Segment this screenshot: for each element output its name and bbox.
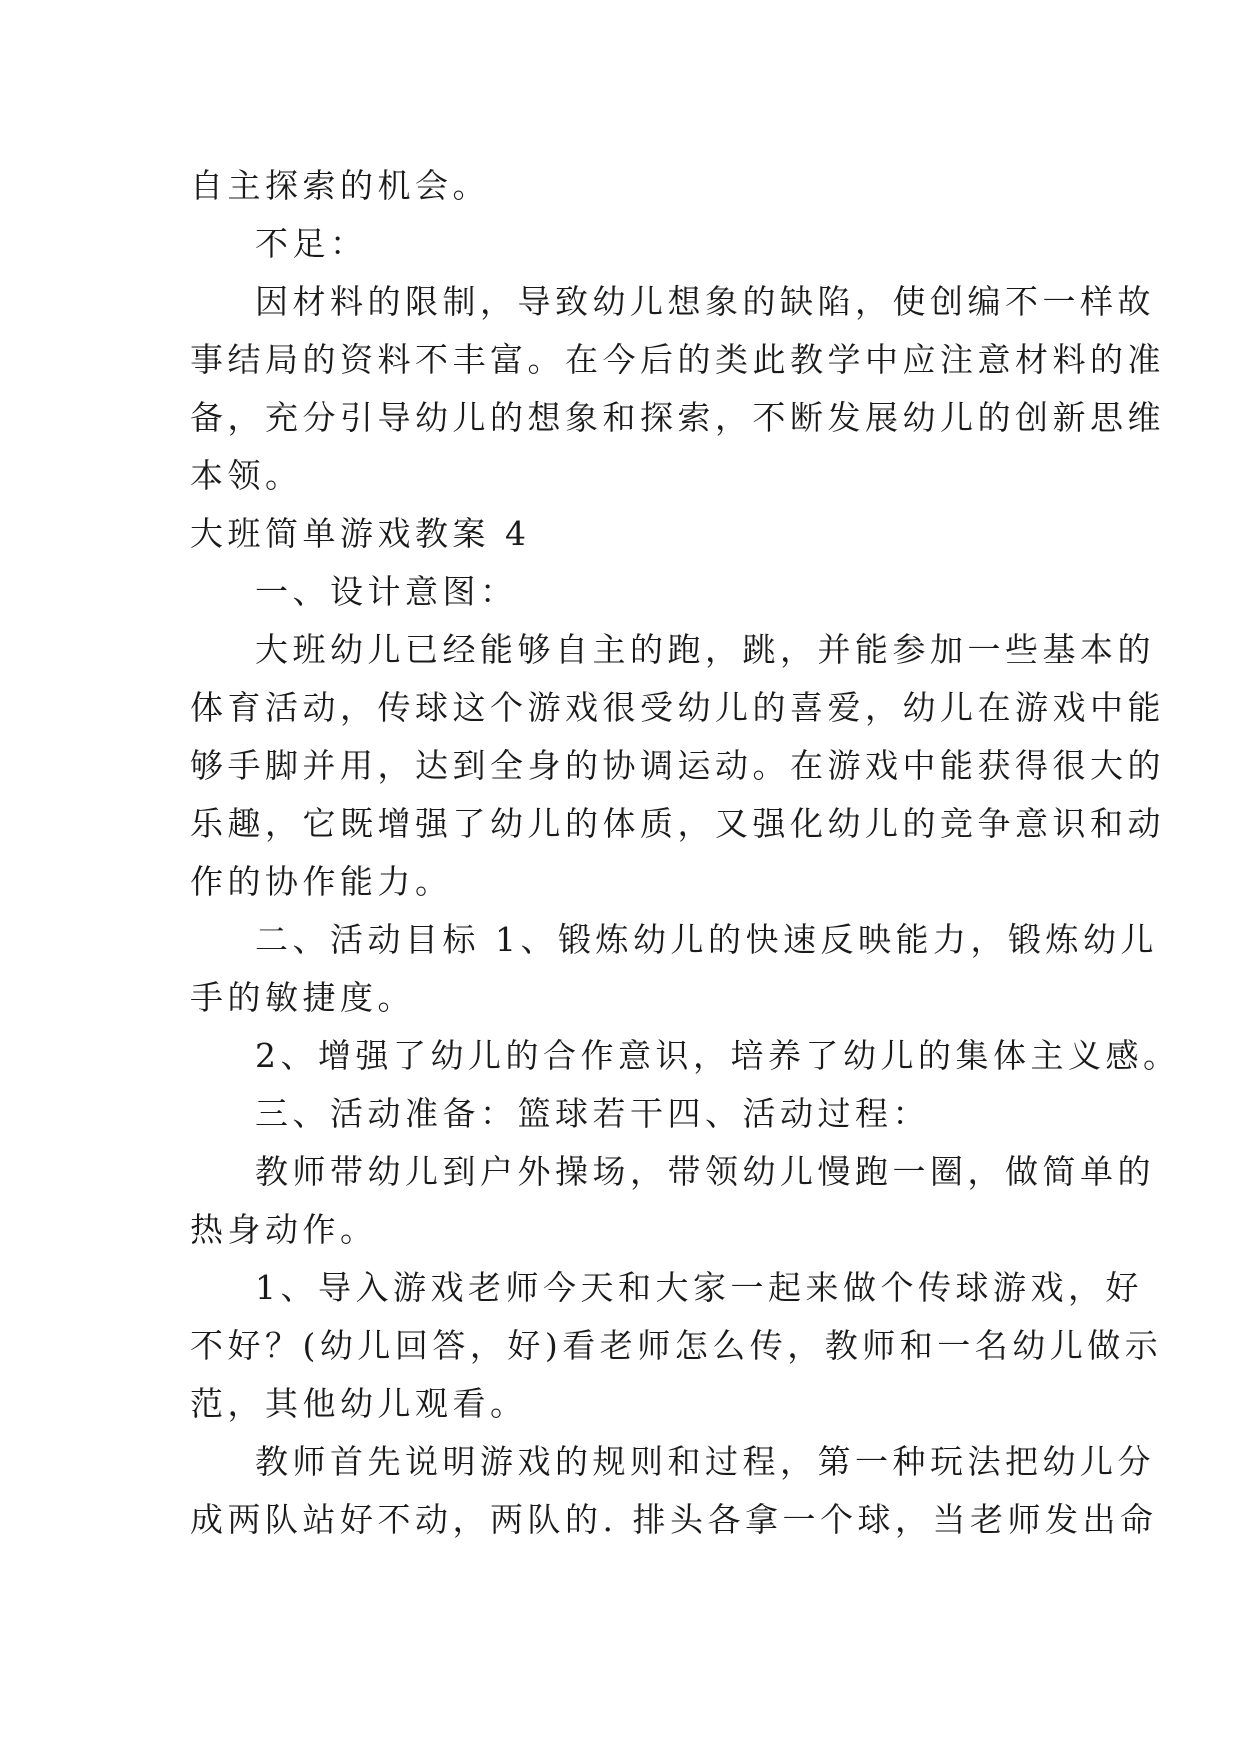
text-line: 够手脚并用，达到全身的协调运动。在游戏中能获得很大的	[190, 746, 1165, 785]
subheading-activity-preparation: 三、活动准备：篮球若干四、活动过程：	[255, 1094, 930, 1133]
text-line: 体育活动，传球这个游戏很受幼儿的喜爱，幼儿在游戏中能	[190, 688, 1165, 727]
text-line: 大班幼儿已经能够自主的跑，跳，并能参加一些基本的	[255, 630, 1155, 669]
text-line: 备，充分引导幼儿的想象和探索，不断发展幼儿的创新思维	[190, 398, 1165, 437]
text-line: 自主探索的机会。	[190, 166, 490, 205]
subheading-activity-goals: 二、活动目标 1、锻炼幼儿的快速反映能力，锻炼幼儿	[255, 920, 1158, 959]
text-line: 事结局的资料不丰富。在今后的类此教学中应注意材料的准	[190, 340, 1165, 379]
text-line: 1、导入游戏老师今天和大家一起来做个传球游戏，好	[255, 1268, 1143, 1307]
section-heading: 大班简单游戏教案 4	[190, 514, 531, 553]
text-line: 2、增强了幼儿的合作意识，培养了幼儿的集体主义感。	[255, 1036, 1181, 1075]
text-line: 不好？(幼儿回答，好)看老师怎么传，教师和一名幼儿做示	[190, 1326, 1163, 1365]
text-line: 教师带幼儿到户外操场，带领幼儿慢跑一圈，做简单的	[255, 1152, 1155, 1191]
subheading-design-intent: 一、设计意图：	[255, 572, 518, 611]
text-line: 因材料的限制，导致幼儿想象的缺陷，使创编不一样故	[255, 282, 1155, 321]
text-line: 手的敏捷度。	[190, 978, 415, 1017]
text-line: 作的协作能力。	[190, 862, 453, 901]
text-line: 本领。	[190, 456, 303, 495]
text-line: 乐趣，它既增强了幼儿的体质，又强化幼儿的竞争意识和动	[190, 804, 1165, 843]
text-line: 热身动作。	[190, 1210, 378, 1249]
text-line: 教师首先说明游戏的规则和过程，第一种玩法把幼儿分	[255, 1442, 1155, 1481]
text-line: 成两队站好不动，两队的. 排头各拿一个球，当老师发出命	[190, 1500, 1158, 1539]
text-line: 范，其他幼儿观看。	[190, 1384, 528, 1423]
section-label-shortcomings: 不足：	[255, 224, 368, 263]
